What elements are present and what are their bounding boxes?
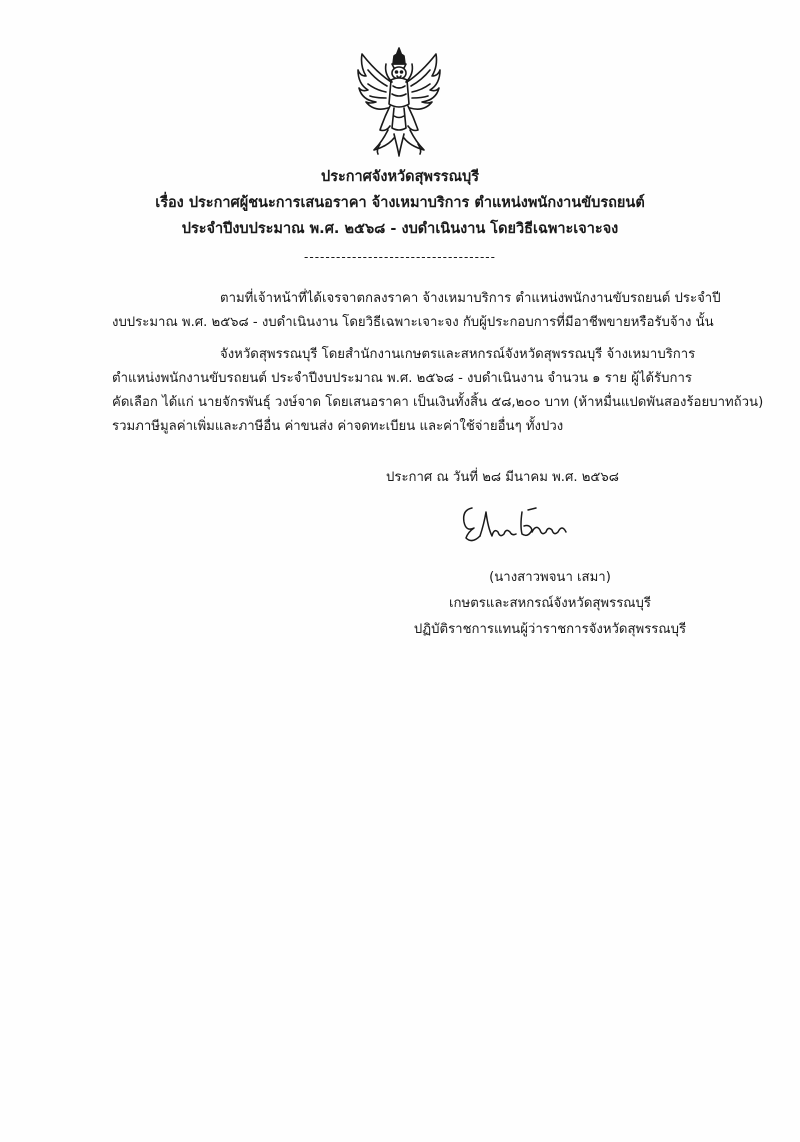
paragraph-2-line-4: รวมภาษีมูลค่าเพิ่มและภาษีอื่น ค่าขนส่ง ค่าจดทะเบียน และค่าใช้จ่ายอื่นๆ ทั้งปวง	[112, 419, 564, 434]
paragraph-1-line-1: ตามที่เจ้าหน้าที่ได้เจรจาตกลงราคา จ้างเหมาบริการ ตำแหน่งพนักงานขับรถยนต์ ประจำปี	[220, 291, 721, 306]
signer-position: เกษตรและสหกรณ์จังหวัดสุพรรณบุรี	[449, 596, 651, 611]
paragraph-2	[112, 343, 764, 439]
document-subject-line2: ประจำปีงบประมาณ พ.ศ. ๒๕๖๘ - งบดำเนินงาน โดยวิธีเฉพาะเจาะจง	[181, 221, 619, 237]
announcement-date: ประกาศ ณ วันที่ ๒๘ มีนาคม พ.ศ. ๒๕๖๘	[386, 470, 619, 485]
divider: ------------------------------------	[304, 250, 496, 264]
signer-acting-on-behalf: ปฏิบัติราชการแทนผู้ว่าราชการจังหวัดสุพรรณบุรี	[413, 622, 687, 637]
paragraph-2-line-1: จังหวัดสุพรรณบุรี โดยสำนักงานเกษตรและสหกรณ์จังหวัดสุพรรณบุรี จ้างเหมาบริการ	[220, 347, 696, 362]
garuda-emblem-icon	[354, 46, 444, 158]
paragraph-2-line-2: ตำแหน่งพนักงานขับรถยนต์ ประจำปีงบประมาณ พ.ศ. ๒๕๖๘ - งบดำเนินงาน จำนวน ๑ ราย ผู้ได้รับการ	[112, 371, 692, 386]
signer-name: (นางสาวพจนา เสมา)	[489, 570, 611, 585]
document-subject: เรื่อง ประกาศผู้ชนะการเสนอราคา จ้างเหมาบริการ ตำแหน่งพนักงานขับรถยนต์	[155, 195, 645, 211]
paragraph-2-line-3: คัดเลือก ได้แก่ นายจักรพันธุ์ วงษ์จาด โดยเสนอราคา เป็นเงินทั้งสิ้น ๕๘,๒๐๐ บาท (ห้าหมื่นแปดพันสองร้อยบาทถ้วน)	[112, 395, 764, 410]
paragraph-1	[112, 287, 721, 335]
handwritten-signature	[458, 498, 578, 548]
document-title: ประกาศจังหวัดสุพรรณบุรี	[320, 169, 480, 185]
paragraph-1-line-2: งบประมาณ พ.ศ. ๒๕๖๘ - งบดำเนินงาน โดยวิธีเฉพาะเจาะจง กับผู้ประกอบการที่มีอาชีพขายหรือรับจ้าง นั้น	[112, 315, 714, 330]
